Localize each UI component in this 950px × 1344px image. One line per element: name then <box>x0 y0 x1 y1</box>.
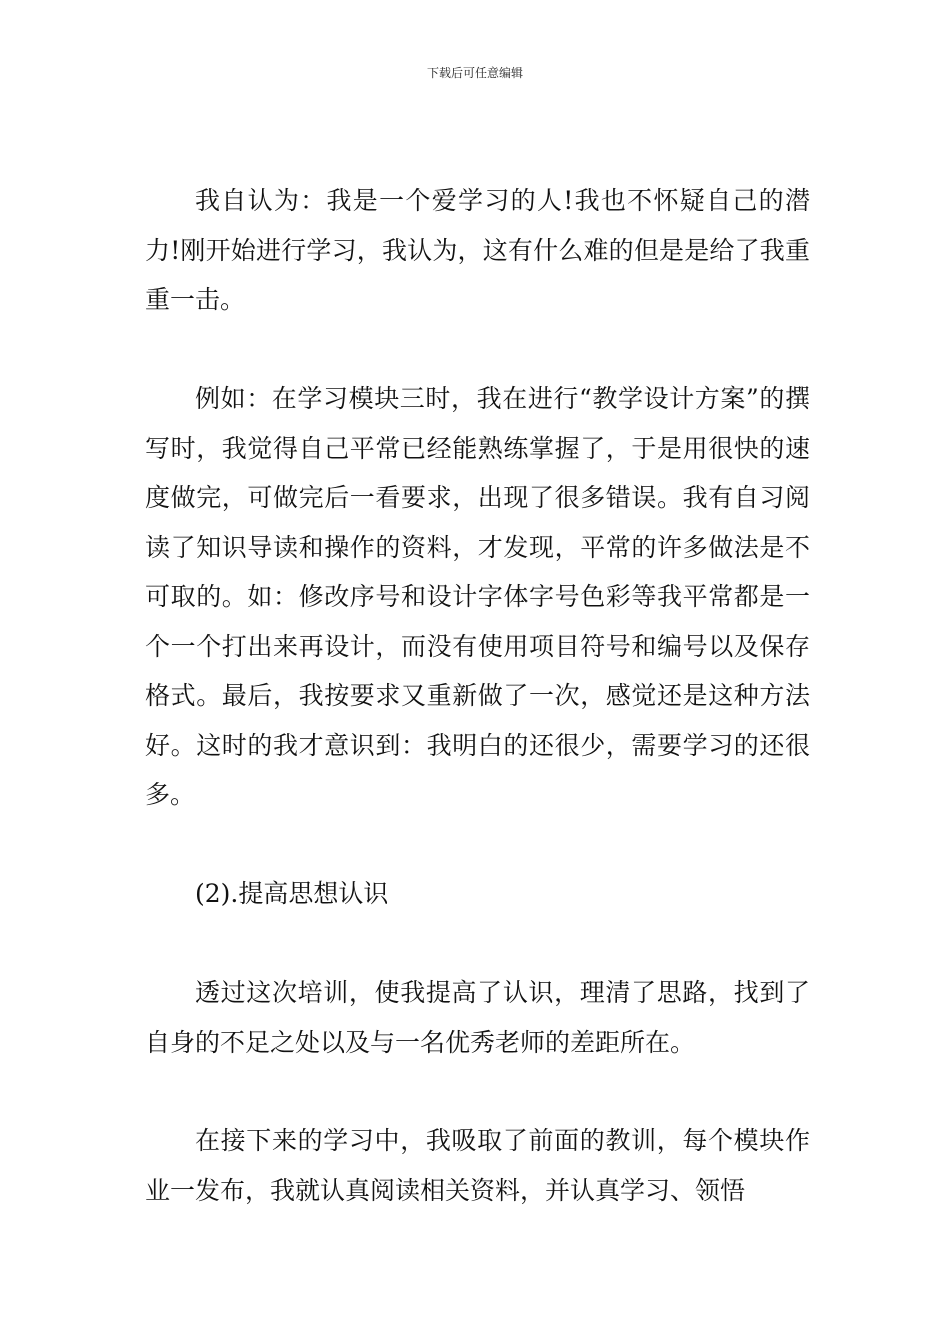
paragraph-self-assessment: 我自认为：我是一个爱学习的人!我也不怀疑自己的潜力!刚开始进行学习，我认为，这有什么难的但是是给了我重重一击。 <box>145 186 810 314</box>
paragraph-training: 透过这次培训，使我提高了认识，理清了思路，找到了自身的不足之处以及与一名优秀老师的差距所在。 <box>145 978 810 1057</box>
paragraph-next-study: 在接下来的学习中，我吸取了前面的教训，每个模块作业一发布，我就认真阅读相关资料，并认真学习、领悟 <box>145 1126 810 1205</box>
page-header: 下载后可任意编辑 <box>426 66 523 80</box>
section-heading: (2).提高思想认识 <box>195 879 389 908</box>
paragraph-example: 例如：在学习模块三时，我在进行“教学设计方案”的撰写时，我觉得自己平常已经能熟练掌握了，于是用很快的速度做完，可做完后一看要求，出现了很多错误。我有自习阅读了知识导读和操作的资料，才发现，平常的许多做法是不可取的。如：修改序号和设计字体字号色彩等我平常都是一个一个打出来再设计，而没有使用项目符号和编号以及保存格式。最后，我按要求又重新做了一次，感觉还是这种方法好。这时的我才意识到：我明白的还很少，需要学习的还很多。 <box>145 384 810 809</box>
